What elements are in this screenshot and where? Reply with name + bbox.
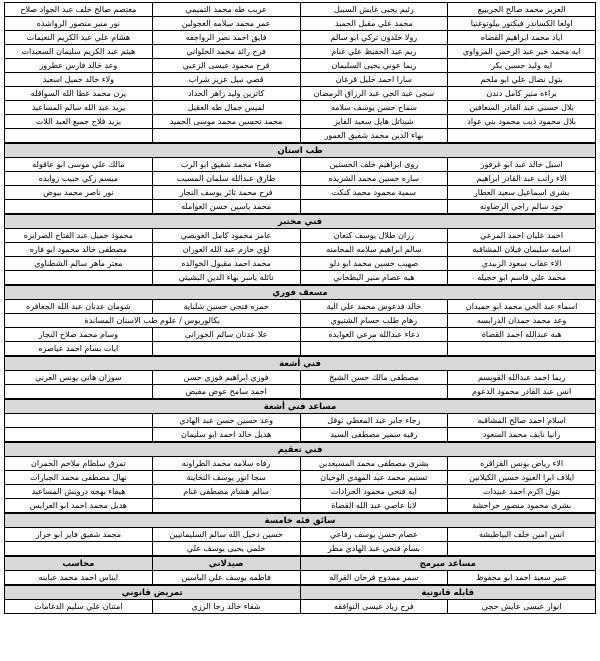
cell: هديل خالد احمد ابو سليمان (152, 428, 300, 442)
cell: شيناتل هايل سعيد الفايز (300, 115, 448, 129)
cell: رولا خلدون تركي ابو سالم (300, 31, 448, 45)
table-row (5, 328, 596, 342)
cell: ريما احمد عبدالله القويسم (448, 371, 596, 385)
cell: انس عبد القادر محمود الدعوم (448, 385, 596, 399)
cell: يزيد فلاح جميع العبد اللات (5, 115, 153, 129)
cell-blank (300, 385, 448, 399)
cell-blank (5, 385, 153, 399)
cell: بشرى اسماعيل سعيد العطار (448, 186, 596, 200)
cell-blank (152, 129, 300, 143)
table-row (5, 385, 596, 399)
cell: حلمي يحيى يوسف علي (152, 542, 300, 556)
cell: فرح زياد عيسى التوافقه (300, 600, 448, 614)
cell: ايه فتحي محمود الجرادات (300, 485, 448, 499)
cell: رئيم يحيى غايش السبيل (300, 3, 448, 17)
table-row (5, 542, 596, 556)
cell: العزيز محمد صالح الجريبيع (448, 3, 596, 17)
table-row (5, 115, 596, 129)
section-heading-row (5, 586, 596, 600)
cell: معتز ماهر سالم الشطناوي (5, 257, 153, 271)
cell: وسام محمد صلاح النجار (5, 328, 153, 342)
cell: انوار عيسى عايش حجي (448, 600, 596, 614)
cell-blank (300, 200, 448, 214)
cell: هبه عبدالله احمد القضاة (448, 328, 596, 342)
cell: كاترين وليد زاهر الحداد (152, 87, 300, 101)
cell: ايه محمد خير عبد الرحمن المرواوي (448, 45, 596, 59)
cell: روى ابراهيم خلف الحسنين (300, 158, 448, 172)
cell: محمد احمد مقبول الخوالده (152, 257, 300, 271)
cell: سالم هشام مصطفى غنام (152, 485, 300, 499)
table-row (5, 485, 596, 499)
cell: هشام علي عبد الكريم النعيمات (5, 31, 153, 45)
cell: علا عدنان سالم الحورانی (152, 328, 300, 342)
cell: الاء رياض يونس القزاقزه (448, 457, 596, 471)
cell: ريما عوني يحيى السليمان (300, 59, 448, 73)
table-row (5, 158, 596, 172)
cell: اسامه سليمان فيلان المشاقبه (448, 243, 596, 257)
cell: سوزان هاني يونس العرني (5, 371, 153, 385)
cell: بلال محمود ذيب محمود بني عواد (448, 115, 596, 129)
cell: ايه وليد حسين بكر (448, 59, 596, 73)
cell: بلال حسني عبد القادر السعافين (448, 101, 596, 115)
roster-table-misc-2 (4, 585, 596, 614)
table-row (5, 229, 596, 243)
cell: محمد علي قاسم ابو حجيله (448, 271, 596, 285)
table-row (5, 31, 596, 45)
cell: فرح محمود عيسى الزعبي (152, 59, 300, 73)
cell: تسنيم محمد عبد المهدي الوخيان (300, 471, 448, 485)
cell: هبه عصام منير البطحاني (300, 271, 448, 285)
cell: وعد خالد فارس عطروز (5, 59, 153, 73)
table-row (5, 371, 596, 385)
table-row (5, 457, 596, 471)
cell: هيثم عبد الكريم سليمان السعيدات (5, 45, 153, 59)
cell: وعد محمد حمدان الدرابسه (448, 314, 596, 328)
cell: طارق عبدالله سلمان المسيب (152, 172, 300, 186)
cell: محمد ياسين حسن العوامله (152, 200, 300, 214)
cell: لانا عاصي عبد الله القضاة (300, 499, 448, 513)
cell-blank (5, 129, 153, 143)
cell-blank (152, 342, 300, 356)
cell: لميس جمال طه العقيل (152, 101, 300, 115)
section-heading-row (5, 215, 596, 229)
cell-degree-note: بكالوريوس / علوم طب الاسنان المساندة (5, 314, 301, 328)
section-heading: فني أشعة (5, 357, 596, 371)
cell: محمد شفيق فايز ابو جرار (5, 528, 153, 542)
cell: بتول اكرم احمد عبيدات (448, 485, 596, 499)
cell: احمد عليان احمد المرعي (448, 229, 596, 243)
roster-table-radiology-assistant (4, 399, 596, 442)
cell: هيفاء بهجه درويش المساعيد (5, 485, 153, 499)
table-row (5, 600, 596, 614)
cell: رقيه سمير مصطفى السيد (300, 428, 448, 442)
cell: ميسم زكي حبيب زوايده (5, 172, 153, 186)
cell: اسماء عبد الحي محمد ابو حميدان (448, 300, 596, 314)
roster-table-lab-tech (4, 214, 596, 285)
table-row (5, 129, 596, 143)
cell: سالم ابراهيم سلامه المحامنه (300, 243, 448, 257)
cell: براءه منير كامل دندن (448, 87, 596, 101)
section-heading-accountant: محاسب (5, 557, 153, 571)
cell: سماح حسن يوسف سلامه (300, 101, 448, 115)
cell-blank (300, 342, 448, 356)
section-heading-row (5, 357, 596, 371)
cell-blank (5, 271, 153, 285)
table-row (5, 243, 596, 257)
table-row (5, 101, 596, 115)
cell: ايناس احمد محمد عباينه (5, 571, 153, 585)
table-row (5, 342, 596, 356)
cell: عبير سعيد احمد ابو محفوظ (448, 571, 596, 585)
section-heading-row (5, 400, 596, 414)
section-heading-legal-midwife: قابله قانونية (300, 586, 596, 600)
section-heading: سائق فئه خامسة (5, 514, 596, 528)
cell: عريب طه محمد التميمي (152, 3, 300, 17)
cell-blank (5, 200, 153, 214)
cell: فوزي ابراهيم فوزي حسن (152, 371, 300, 385)
roster-table-driver (4, 513, 596, 556)
cell: سجى عبد الحي عبد الرزاق الرمضان (300, 87, 448, 101)
cell: دعاء عبدالله مرعي العوايده (300, 328, 448, 342)
cell: سجا انور يوسف التخاينة (152, 471, 300, 485)
table-row (5, 271, 596, 285)
cell: ريم عبد الحفيظ علي غنام (300, 45, 448, 59)
section-heading: طب اسنان (5, 144, 596, 158)
cell: سمية محمود محمد كنكت (300, 186, 448, 200)
cell: معتصم صالح خلف عبد الجواد صلاح (5, 3, 153, 17)
section-heading-row (5, 443, 596, 457)
cell: صفاء محمد شفيق ابو الرب (152, 158, 300, 172)
cell-blank (448, 129, 596, 143)
cell: قصي نبيل عزيز شراب (152, 73, 300, 87)
cell: احمد سامح عوض مفيض (152, 385, 300, 399)
cell: فاطمه يوسف علي الياسين (152, 571, 300, 585)
table-row (5, 571, 596, 585)
cell: فرح رائد محمد الحلواني (152, 45, 300, 59)
cell: اياد محمد ابراهيم القضاه (448, 31, 596, 45)
cell: رجاء جابر عبد المعطي نوفل (300, 414, 448, 428)
cell: سارا احمد خليل قرعان (300, 73, 448, 87)
cell: بسام فتحي عبد الهادي مطر (300, 542, 448, 556)
table-row (5, 59, 596, 73)
cell: شومان عدنان عبد الله الجعافره (5, 300, 153, 314)
cell: اسيل خالد عبد ابو غرفور (448, 158, 596, 172)
roster-table-radiology-tech (4, 356, 596, 399)
section-heading-row (5, 557, 596, 571)
cell: تمرق سلطام ملاحم الحمران (5, 457, 153, 471)
cell: محمد تحسين محمد موسى الحميد (152, 115, 300, 129)
section-heading-row (5, 514, 596, 528)
cell: بهاء الدين محمد شفيق العمور (300, 129, 448, 143)
section-heading: فني مختبر (5, 215, 596, 229)
cell: حسين دخيل الله سالم السليمانيين (152, 528, 300, 542)
table-row (5, 414, 596, 428)
table-row (5, 257, 596, 271)
table-row (5, 200, 596, 214)
cell: محمد علي مقبل الحميد (300, 17, 448, 31)
table-row (5, 186, 596, 200)
cell: يزن محمد عطا الله السواقله (5, 87, 153, 101)
table-row (5, 528, 596, 542)
roster-table-misc-1 (4, 556, 596, 585)
cell-blank (448, 342, 596, 356)
cell: الاء راتب عبد القادر ابراهيم (448, 172, 596, 186)
table-row (5, 17, 596, 31)
cell: رفاه سلامه محمد الطراونه (152, 457, 300, 471)
cell: بشرى محمود منصور حراحشة (448, 499, 596, 513)
cell: خالد فدعوس محمد علي الية (300, 300, 448, 314)
table-row (5, 3, 596, 17)
cell: فرح محمد ثائر يوسف النجار (152, 186, 300, 200)
cell: اولغا الكساندر فيكتور بيلوتوغنيا (448, 17, 596, 31)
cell: رزان طلال يوسف كنعان (300, 229, 448, 243)
cell: عامر محمود كامل العويصي (152, 229, 300, 243)
roster-table-paramedic (4, 285, 596, 356)
cell: محمود جميل عبد الفتاح الصرايره (5, 229, 153, 243)
cell-blank (5, 428, 153, 442)
cell: نور ناصر محمد بيوض (5, 186, 153, 200)
section-heading-row (5, 144, 596, 158)
section-heading-pharmacist: صيدلاني (152, 557, 300, 571)
cell: اسلام احمد صالح المشاقبه (448, 414, 596, 428)
cell: عمر محمد سلامه العجولين (152, 17, 300, 31)
table-row (5, 172, 596, 186)
table-row (5, 471, 596, 485)
cell: وعد حسين حسن عبد الهادي (152, 414, 300, 428)
cell: نور منير منصور الرواشده (5, 17, 153, 31)
roster-table-dentistry (4, 143, 596, 214)
table-row (5, 87, 596, 101)
cell: فايق احمد نصر الرواجفه (152, 31, 300, 45)
cell-blank (5, 542, 153, 556)
cell: رانيا نايف محمد السعود (448, 428, 596, 442)
cell: حمزه فتحي حسين شلباية (152, 300, 300, 314)
cell: امتنان علي سليم الدغامات (5, 600, 153, 614)
table-row (5, 314, 596, 328)
cell: ساره حسين محمد الشريده (300, 172, 448, 186)
cell: جود سالم راجي الرضاونه (448, 200, 596, 214)
cell: مصطفى مالك حسن الشيخ (300, 371, 448, 385)
table-row (5, 428, 596, 442)
table-row (5, 499, 596, 513)
table-row (5, 45, 596, 59)
cell-blank (152, 499, 300, 513)
cell: مصطفى خالد محمود ابو فاره (5, 243, 153, 257)
cell: صهيب حسين محمد ابو دلو (300, 257, 448, 271)
cell: ايات بسام احمد عياصره (5, 342, 153, 356)
cell: نهال مصطفى محمد الجبارات (5, 471, 153, 485)
section-heading-legal-nursing: تمريض قانوني (5, 586, 301, 600)
cell: نائله ياسر بهاء الدين البشيتي (152, 271, 300, 285)
cell-blank (448, 542, 596, 556)
cell: عصام حسن يوسف رفاعي (300, 528, 448, 542)
roster-table-main (4, 2, 596, 143)
cell: يزيد عبد الله سالم المساعيد (5, 101, 153, 115)
section-heading: مسعف فوري (5, 286, 596, 300)
section-heading-row (5, 286, 596, 300)
cell: الاء عقاب سعود الزبيدي (448, 257, 596, 271)
cell: ولاء خالد جميل اسعيد (5, 73, 153, 87)
table-row (5, 300, 596, 314)
cell: شفاء خالد رجا الرزي (152, 600, 300, 614)
cell: بتول نضال علي ابو ملحم (448, 73, 596, 87)
cell: لؤي حازم عبد الله العوران (152, 243, 300, 257)
section-heading: فني تعقيم (5, 443, 596, 457)
cell-blank (5, 414, 153, 428)
roster-table-sterilization (4, 442, 596, 513)
cell: هديل محمد احمد ابو العرايس (5, 499, 153, 513)
cell: بشرى مصطفى محمد المسيعدين (300, 457, 448, 471)
cell: سمر ممدوح فرحان القراله (300, 571, 448, 585)
table-row (5, 73, 596, 87)
cell: ايلاف ابرا العبود حسين الكيلانين (448, 471, 596, 485)
section-heading: مساعد فني أشعة (5, 400, 596, 414)
cell: مالك علي موسى ابو عاقوله (5, 158, 153, 172)
cell: انس امين خلف البياطيشه (448, 528, 596, 542)
section-heading-programmer-assistant: مساعد مبرمج (300, 557, 596, 571)
cell: رهام طلب حسام الشتيوي (300, 314, 448, 328)
